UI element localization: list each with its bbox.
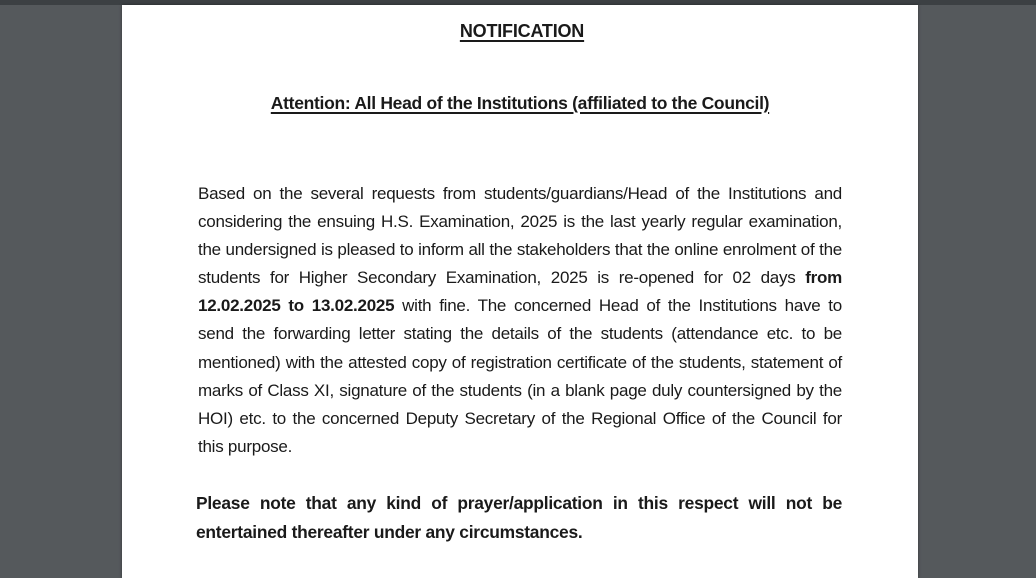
body-text-part-1: Based on the several requests from students/guardians/Head of the Institutions and considering the ensuing H.S. Examination, 2025 is the last yearly regular examination, the undersigned is pleased to inform all the stakeholders that the online enrolment of the students for Higher Secondary Examination, 2025 is re-opened for 02 days bbox=[198, 184, 842, 288]
body-text-part-2: with fine. The concerned Head of the Institutions have to send the forwarding letter stating the details of the students (attendance etc. to be mentioned) with the attested copy of registration certificate of the students, statement of marks of Class XI, signature of the students (in a blank page duly countersigned by the HOI) etc. to the concerned Deputy Secretary of the Regional Office of the Council for this purpose. bbox=[198, 296, 842, 456]
closing-note: Please note that any kind of prayer/application in this respect will not be entertained thereafter under any circumstances. bbox=[196, 493, 842, 542]
notification-body bbox=[198, 180, 842, 461]
attention-heading: Attention: All Head of the Institutions (affiliated to the Council) bbox=[270, 93, 770, 113]
enrolment-dates: from 12.02.2025 to 13.02.2025 bbox=[198, 268, 842, 316]
document-page bbox=[122, 5, 918, 578]
notification-title: NOTIFICATION bbox=[459, 21, 585, 41]
